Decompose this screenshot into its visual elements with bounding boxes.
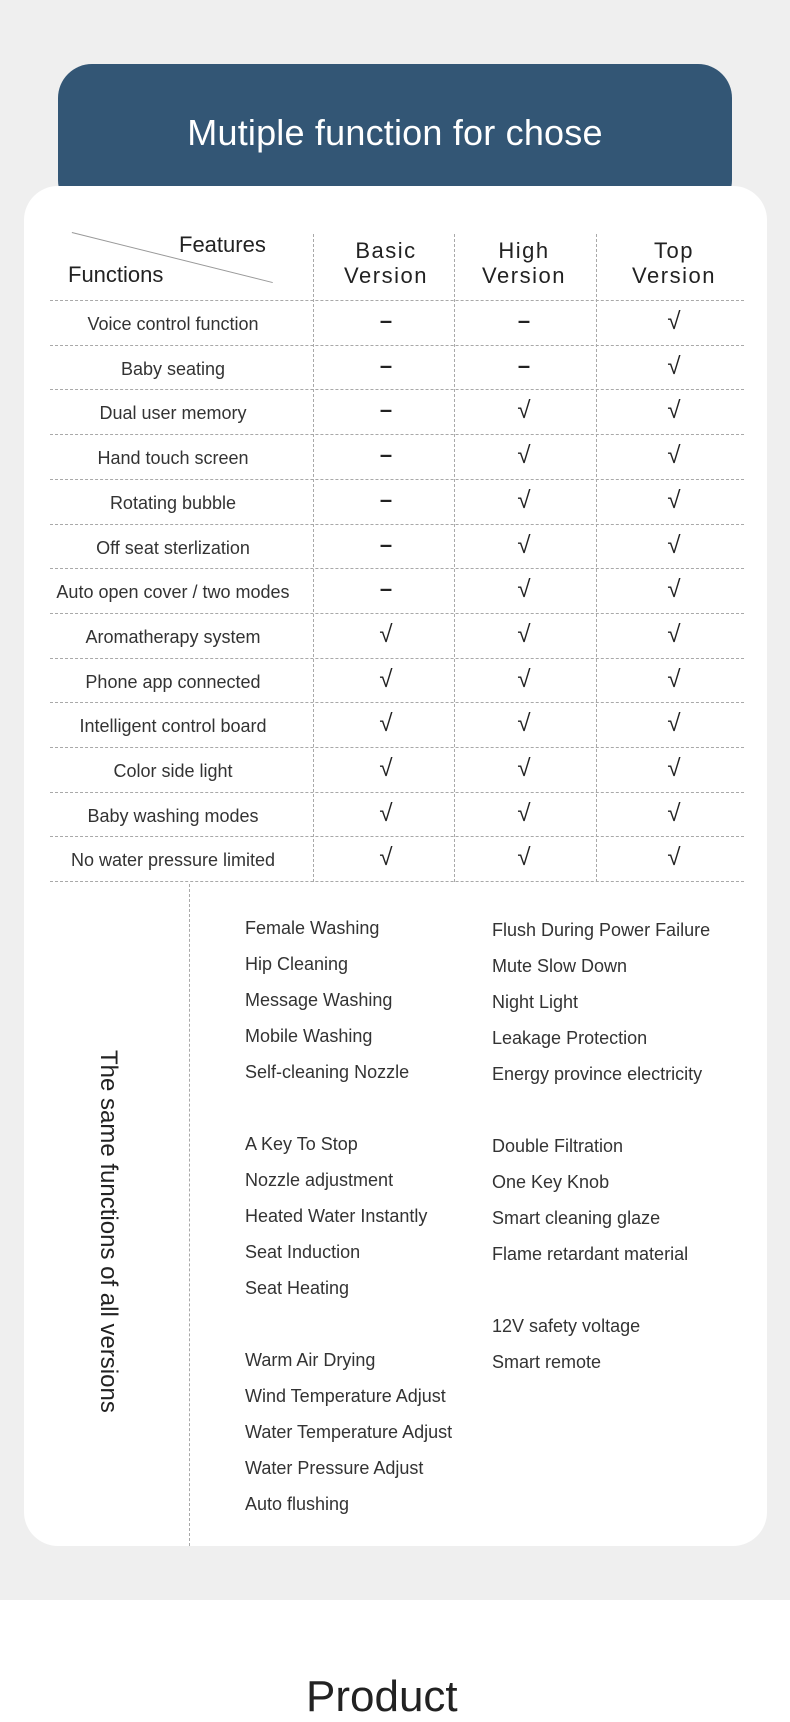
common-feature-item: Flush During Power Failure [492,920,711,940]
row-label: Hand touch screen [97,448,249,468]
common-feature-item: Night Light [492,992,579,1012]
check-mark: √ [667,800,681,827]
common-feature-item: Double Filtration [492,1136,624,1156]
product-section-title: Product [306,1672,458,1721]
row-label: Baby seating [120,359,226,379]
row-label: Rotating bubble [109,493,237,513]
row-label: Dual user memory [99,403,247,423]
common-feature-item: Self-cleaning Nozzle [245,1062,410,1082]
common-feature-item: 12V safety voltage [492,1316,641,1336]
dash-mark: – [517,353,531,378]
row-divider [50,747,744,748]
row-divider [50,434,744,435]
common-section-divider [189,884,190,1546]
row-divider [50,300,744,301]
check-mark: √ [667,755,681,782]
row-label: Voice control function [87,314,259,334]
common-feature-item: Energy province electricity [492,1064,703,1084]
column-header-high-line1: High [498,238,550,263]
common-feature-item: Water Temperature Adjust [245,1422,453,1442]
dash-mark: – [517,308,531,333]
row-divider [50,792,744,793]
column-header-top-line1: Top [654,238,694,263]
banner-title: Mutiple function for chose [187,112,603,153]
dash-mark: – [379,532,393,557]
row-divider [50,389,744,390]
check-mark: √ [517,755,531,782]
check-mark: √ [667,487,681,514]
row-label: Aromatherapy system [85,627,261,647]
common-section-title-text: The same functions of all versions [95,1050,122,1413]
column-header-high-line2: Version [482,263,566,288]
check-mark: √ [517,621,531,648]
common-feature-item: Leakage Protection [492,1028,648,1048]
check-mark: √ [517,397,531,424]
row-divider [50,836,744,837]
common-feature-item: One Key Knob [492,1172,610,1192]
check-mark: √ [667,844,681,871]
common-feature-item: Warm Air Drying [245,1350,376,1370]
row-divider [50,658,744,659]
common-feature-item: A Key To Stop [245,1134,358,1154]
row-divider [50,702,744,703]
common-feature-item: Seat Heating [245,1278,350,1298]
column-divider-2 [454,234,455,882]
dash-mark: – [379,442,393,467]
row-label: Color side light [113,761,233,781]
column-divider-1 [313,234,314,882]
check-mark: √ [379,800,393,827]
row-divider [50,479,744,480]
common-feature-item: Smart remote [492,1352,602,1372]
column-header-high [474,238,574,288]
common-feature-item: Seat Induction [245,1242,361,1262]
common-feature-item: Female Washing [245,918,380,938]
common-feature-item: Hip Cleaning [245,954,349,974]
check-mark: √ [517,844,531,871]
row-label: No water pressure limited [70,850,276,870]
check-mark: √ [667,397,681,424]
check-mark: √ [517,487,531,514]
corner-functions-label: Functions [68,262,164,287]
common-feature-item: Message Washing [245,990,393,1010]
check-mark: √ [667,353,681,380]
common-feature-item: Wind Temperature Adjust [245,1386,446,1406]
check-mark: √ [517,532,531,559]
row-label: Baby washing modes [87,806,259,826]
column-header-top-line2: Version [632,263,716,288]
check-mark: √ [667,621,681,648]
check-mark: √ [667,308,681,335]
row-divider [50,568,744,569]
check-mark: √ [517,800,531,827]
common-feature-item: Nozzle adjustment [245,1170,394,1190]
column-divider-3 [596,234,597,882]
column-header-basic-line2: Version [344,263,428,288]
column-header-basic-line1: Basic [355,238,417,263]
column-header-top [624,238,724,288]
check-mark: √ [667,666,681,693]
corner-features-label: Features [179,232,266,257]
common-feature-item: Auto flushing [245,1494,350,1514]
dash-mark: – [379,576,393,601]
check-mark: √ [379,755,393,782]
common-feature-item: Water Pressure Adjust [245,1458,424,1478]
common-feature-item: Mute Slow Down [492,956,628,976]
check-mark: √ [379,666,393,693]
row-divider [50,524,744,525]
dash-mark: – [379,353,393,378]
check-mark: √ [517,442,531,469]
row-label: Auto open cover / two modes [56,582,290,602]
row-label: Phone app connected [85,672,261,692]
check-mark: √ [517,710,531,737]
dash-mark: – [379,397,393,422]
column-header-basic [336,238,436,288]
row-divider [50,613,744,614]
common-feature-item: Smart cleaning glaze [492,1208,661,1228]
check-mark: √ [379,844,393,871]
row-divider [50,881,744,882]
check-mark: √ [667,710,681,737]
row-label: Off seat sterlization [96,538,250,558]
dash-mark: – [379,487,393,512]
common-feature-item: Mobile Washing [245,1026,373,1046]
check-mark: √ [667,532,681,559]
common-feature-item: Flame retardant material [492,1244,689,1264]
dash-mark: – [379,308,393,333]
check-mark: √ [517,666,531,693]
common-section-title [92,1050,126,1422]
row-divider [50,345,744,346]
check-mark: √ [379,710,393,737]
row-label: Intelligent control board [79,716,267,736]
check-mark: √ [517,576,531,603]
check-mark: √ [667,442,681,469]
check-mark: √ [667,576,681,603]
check-mark: √ [379,621,393,648]
common-feature-item: Heated Water Instantly [245,1206,428,1226]
